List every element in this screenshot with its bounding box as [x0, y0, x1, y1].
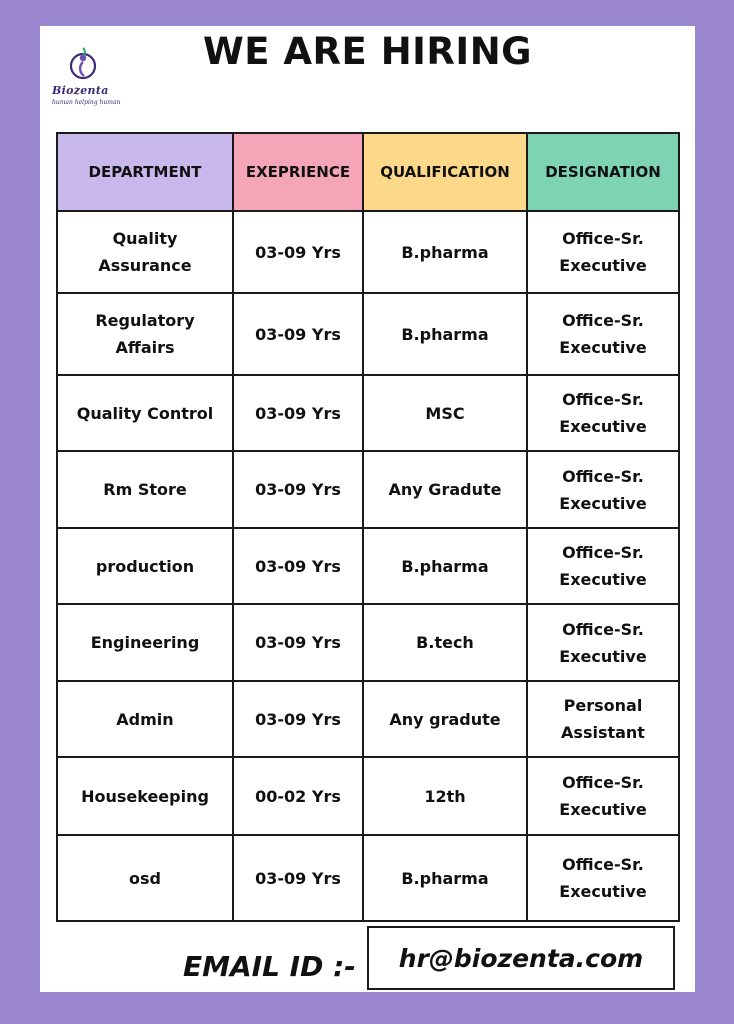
header-designation: DESIGNATION — [527, 133, 679, 211]
brand-tagline: human helping human — [52, 99, 121, 106]
cell-experience: 03-09 Yrs — [233, 211, 363, 293]
cell-qualification: B.tech — [363, 604, 527, 681]
header-department: DEPARTMENT — [57, 133, 233, 211]
cell-designation: Office-Sr. Executive — [527, 604, 679, 681]
cell-department: Rm Store — [57, 451, 233, 528]
cell-experience: 03-09 Yrs — [233, 835, 363, 921]
cell-designation: Office-Sr. Executive — [527, 375, 679, 451]
brand-name: Biozenta — [52, 84, 109, 97]
cell-experience: 03-09 Yrs — [233, 528, 363, 604]
table-header-row — [57, 133, 679, 211]
cell-qualification: B.pharma — [363, 293, 527, 375]
email-label: EMAIL ID :- — [183, 950, 356, 983]
cell-department: Quality Control — [57, 375, 233, 451]
cell-qualification: Any gradute — [363, 681, 527, 757]
jobs-table — [56, 132, 680, 922]
table-row — [57, 375, 679, 451]
cell-department: production — [57, 528, 233, 604]
hiring-poster — [40, 26, 695, 992]
cell-qualification: MSC — [363, 375, 527, 451]
table-row — [57, 293, 679, 375]
cell-department: Housekeeping — [57, 757, 233, 835]
table-row — [57, 757, 679, 835]
cell-designation: Office-Sr. Executive — [527, 757, 679, 835]
table-row — [57, 451, 679, 528]
cell-department: Regulatory Affairs — [57, 293, 233, 375]
header-experience: EXEPRIENCE — [233, 133, 363, 211]
cell-experience: 03-09 Yrs — [233, 375, 363, 451]
email-box — [367, 926, 675, 990]
page-title: WE ARE HIRING — [202, 30, 533, 73]
cell-department: Admin — [57, 681, 233, 757]
header-qualification: QUALIFICATION — [363, 133, 527, 211]
cell-designation: Office-Sr. Executive — [527, 528, 679, 604]
cell-designation: Office-Sr. Executive — [527, 293, 679, 375]
table-row — [57, 528, 679, 604]
table-row — [57, 681, 679, 757]
cell-experience: 03-09 Yrs — [233, 293, 363, 375]
cell-department: Quality Assurance — [57, 211, 233, 293]
cell-experience: 03-09 Yrs — [233, 604, 363, 681]
table-row — [57, 211, 679, 293]
cell-department: osd — [57, 835, 233, 921]
cell-designation: Office-Sr. Executive — [527, 211, 679, 293]
email-address[interactable]: hr@biozenta.com — [398, 943, 644, 973]
cell-experience: 03-09 Yrs — [233, 451, 363, 528]
cell-designation: Office-Sr. Executive — [527, 835, 679, 921]
cell-qualification: B.pharma — [363, 528, 527, 604]
cell-designation: Office-Sr. Executive — [527, 451, 679, 528]
cell-qualification: Any Gradute — [363, 451, 527, 528]
cell-designation: Personal Assistant — [527, 681, 679, 757]
cell-experience: 00-02 Yrs — [233, 757, 363, 835]
cell-qualification: B.pharma — [363, 835, 527, 921]
table-row — [57, 835, 679, 921]
cell-experience: 03-09 Yrs — [233, 681, 363, 757]
cell-qualification: 12th — [363, 757, 527, 835]
table-row — [57, 604, 679, 681]
cell-qualification: B.pharma — [363, 211, 527, 293]
cell-department: Engineering — [57, 604, 233, 681]
